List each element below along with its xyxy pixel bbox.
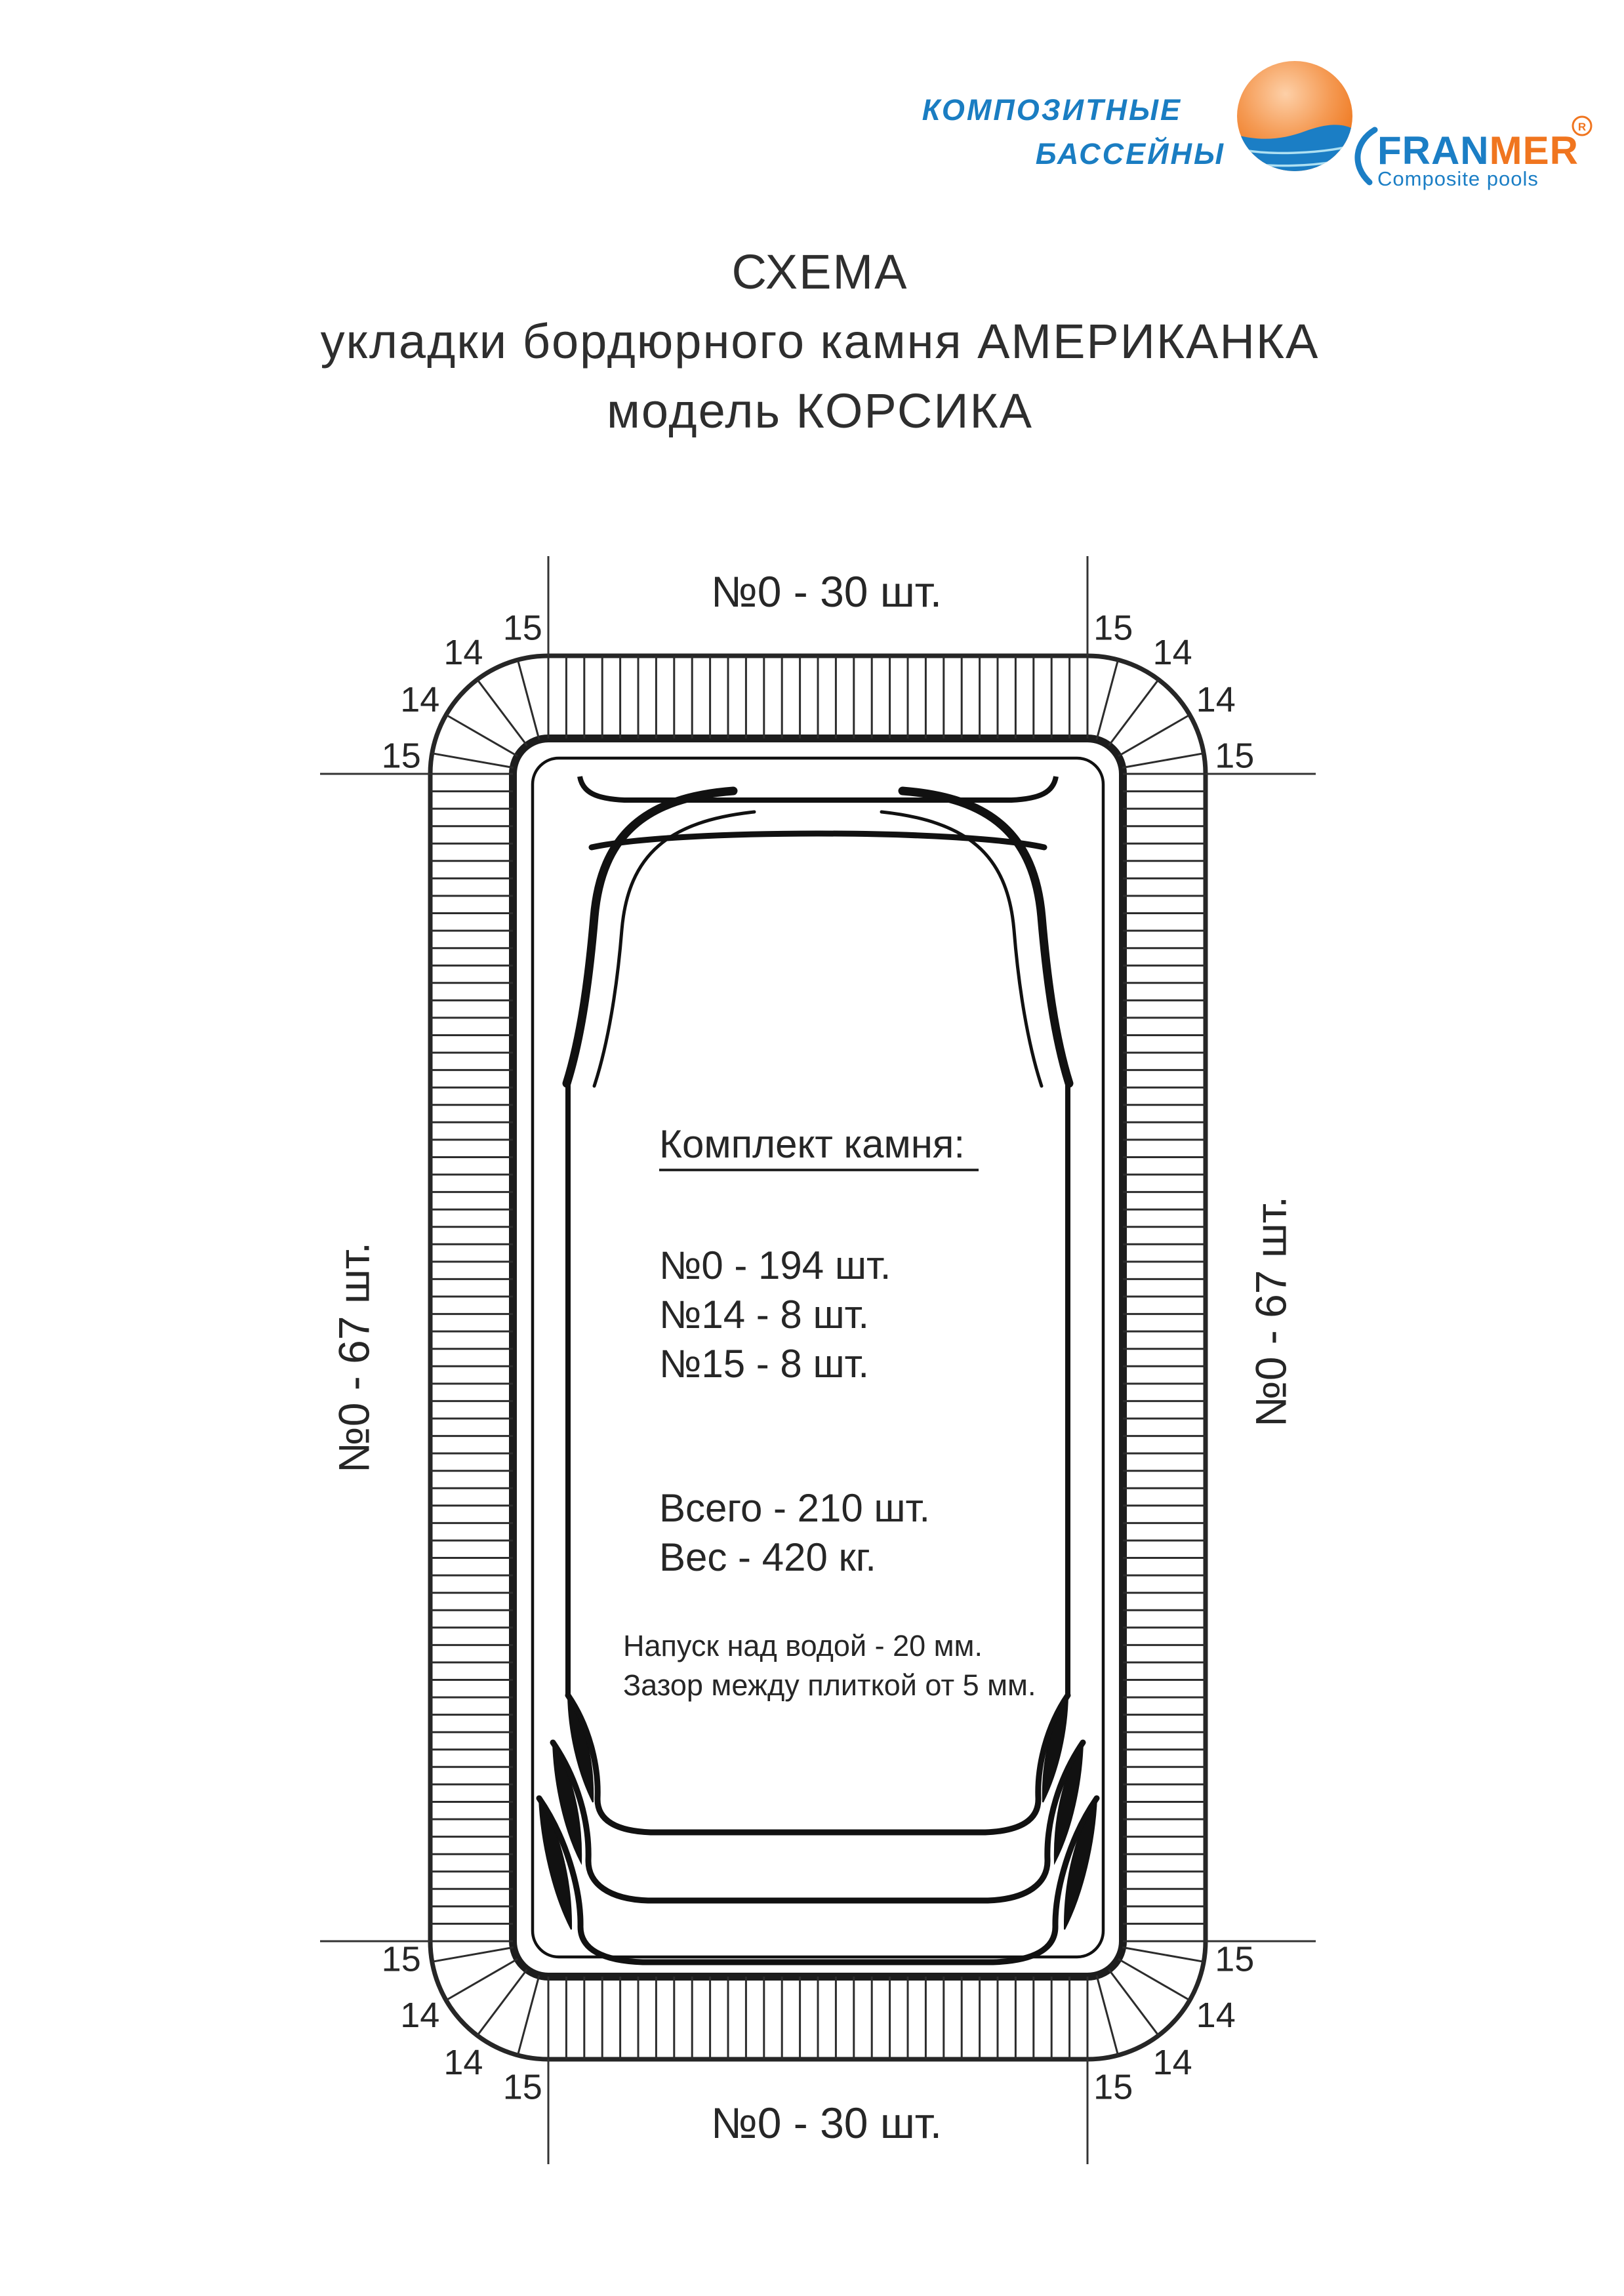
- dimension-label-top: №0 - 30 шт.: [710, 567, 943, 616]
- step-line-3: [539, 1798, 1097, 1962]
- step-line-1: [568, 1695, 1068, 1832]
- title-line-3: модель КОРСИКА: [606, 384, 1034, 438]
- logo-composite-line1: КОМПОЗИТНЫЕ: [922, 93, 1182, 127]
- corner-joint-line: [432, 754, 514, 768]
- corner-joint-line: [1118, 1959, 1190, 2000]
- corner-joint-line: [518, 1975, 539, 2055]
- info-item-0: №0 - 194 шт.: [659, 1243, 891, 1287]
- corner-joint-line: [477, 679, 527, 746]
- info-total-weight: Вес - 420 кг.: [659, 1535, 876, 1579]
- corner-stone-label: 15: [502, 2067, 542, 2107]
- corner-horn-echo: [594, 812, 754, 1086]
- corner-stone-label: 14: [400, 1996, 440, 2035]
- corner-stone-label: 14: [1152, 2043, 1192, 2083]
- logo-composite-line2: БАССЕЙНЫ: [1035, 137, 1225, 171]
- corner-stone-label: 14: [1196, 1996, 1236, 2035]
- corner-joint-line: [446, 1959, 518, 2000]
- stone-kit-info: [623, 1122, 1036, 1702]
- corner-joint-line: [432, 1947, 514, 1962]
- title-line-2: укладки бордюрного камня АМЕРИКАНКА: [320, 314, 1320, 369]
- corner-stone-label: 15: [1093, 608, 1133, 648]
- step-line-2: [553, 1742, 1083, 1901]
- dimension-label-left: №0 - 67 шт.: [329, 1241, 378, 1474]
- corner-joint-line: [1118, 715, 1190, 756]
- corner-stone-label: 14: [1196, 680, 1236, 719]
- info-note-gap: Зазор между плиткой от 5 мм.: [623, 1668, 1036, 1702]
- corner-stone-label: 14: [1152, 632, 1192, 672]
- info-note-overhang: Напуск над водой - 20 мм.: [623, 1629, 983, 1662]
- top-bench-line: [580, 776, 1056, 800]
- logo-tagline: Composite pools: [1377, 167, 1539, 190]
- pool-art-right: [882, 791, 1097, 1929]
- title-line-1: СХЕМА: [731, 245, 908, 299]
- brand-wordmark: FRANMER: [1377, 129, 1579, 172]
- corner-stone-label: 14: [443, 632, 483, 672]
- corner-stone-label: 15: [381, 736, 421, 776]
- corner-stone-label: 15: [1215, 736, 1255, 776]
- corner-joint-line: [518, 660, 539, 740]
- corner-joint-line: [1097, 1975, 1118, 2055]
- corner-joint-line: [477, 1969, 527, 2036]
- corner-stone-label: 15: [1093, 2067, 1133, 2107]
- info-total-count: Всего - 210 шт.: [659, 1486, 931, 1530]
- franmer-egg-icon: [1237, 61, 1375, 197]
- corner-stone-label: 15: [1215, 1939, 1255, 1979]
- corner-stone-label: 14: [443, 2043, 483, 2083]
- wave-crescent-icon: [1358, 130, 1375, 182]
- corner-stone-label: 14: [400, 680, 440, 719]
- corner-stone-label: 15: [502, 608, 542, 648]
- dimension-label-right: №0 - 67 шт.: [1246, 1196, 1295, 1428]
- svg-text:R: R: [1577, 121, 1587, 133]
- franmer-logo: [922, 61, 1591, 197]
- corner-joint-line: [1122, 1947, 1204, 1962]
- corner-joint-line: [446, 715, 518, 756]
- info-item-2: №15 - 8 шт.: [659, 1342, 870, 1386]
- corner-joint-line: [1097, 660, 1118, 740]
- info-item-1: №14 - 8 шт.: [659, 1293, 870, 1337]
- info-header: Комплект камня:: [659, 1122, 965, 1166]
- corner-joint-line: [1109, 1969, 1159, 2036]
- corner-joint-line: [1109, 679, 1159, 746]
- registered-mark-icon: [1573, 117, 1591, 135]
- corner-joint-line: [1122, 754, 1204, 768]
- corner-stone-label: 15: [381, 1939, 421, 1979]
- dimension-label-bottom: №0 - 30 шт.: [710, 2099, 943, 2147]
- page-title: [321, 245, 1320, 438]
